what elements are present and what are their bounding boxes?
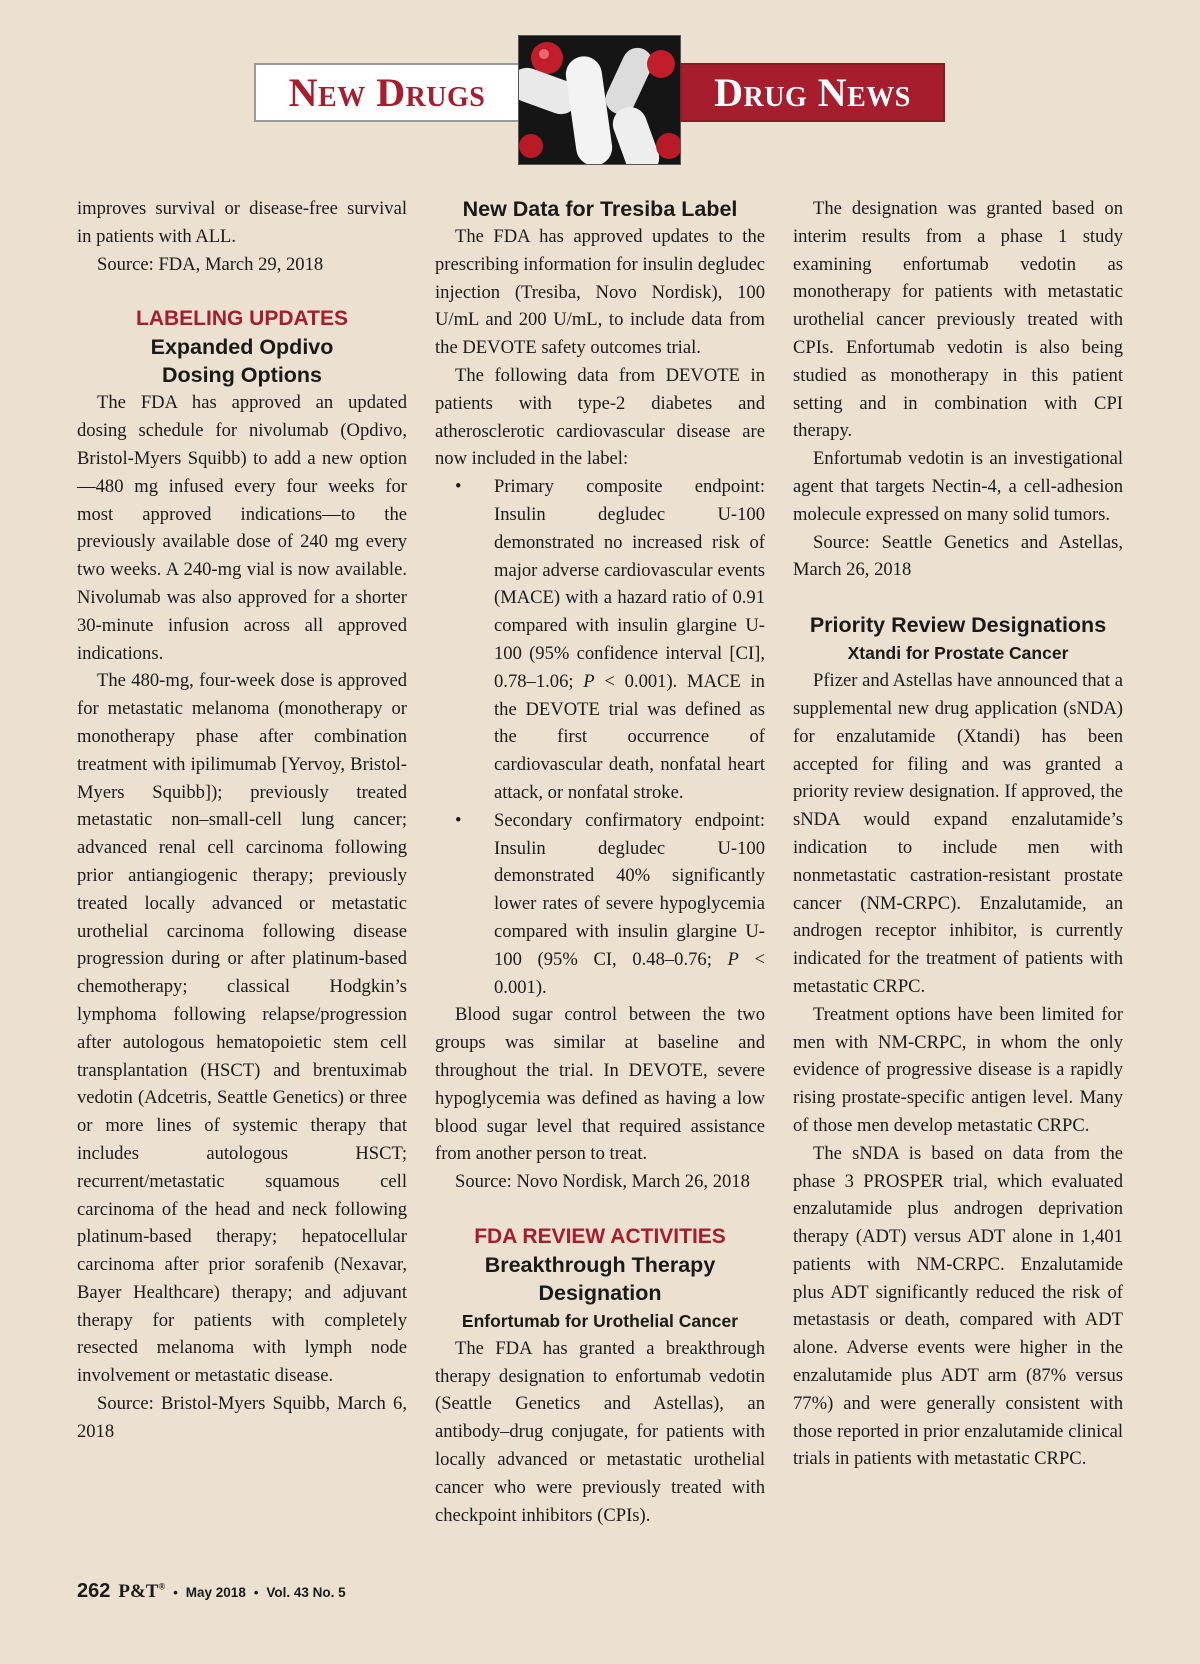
subheading: Expanded Opdivo — [150, 335, 334, 360]
subheading: Dosing Options — [161, 363, 323, 388]
list-item: • Secondary confirmatory endpoint: Insulin degludec U-100 demonstrated 40% significantly lower rates of severe hypoglycemia compared with insulin glargine U-100 (95% CI, 0.48–0.76; P < 0.001). — [435, 807, 765, 1002]
issue-date: May 2018 — [185, 1585, 246, 1600]
source-line: Source: Bristol-Myers Squibb, March 6, 2018 — [77, 1393, 407, 1442]
source-line: Source: Novo Nordisk, March 26, 2018 — [455, 1171, 750, 1193]
section-heading-labeling-updates: LABELING UPDATES — [136, 307, 348, 331]
source-line: Source: Seattle Genetics and Astellas, March 26, 2018 — [793, 531, 1123, 581]
volume-info: Vol. 43 No. 5 — [266, 1585, 346, 1600]
paragraph: The FDA has approved updates to the prescribing information for insulin degludec injection (Tresiba, Novo Nordisk), 100 U/mL and 200 U/mL, to include data from the DEVOTE safety outcomes trial. — [435, 226, 765, 359]
source-line: Source: FDA, March 29, 2018 — [97, 253, 324, 275]
section-heading-fda-review: FDA REVIEW ACTIVITIES — [474, 1224, 726, 1248]
separator: • — [173, 1585, 178, 1600]
paragraph: Blood sugar control between the two groups was similar at baseline and throughout the trial. In DEVOTE, severe hypoglycemia was defined as having a low blood sugar level that required assistance from another person to treat. — [435, 1004, 765, 1165]
paragraph: improves survival or disease-free survival in patients with ALL. — [77, 198, 407, 247]
subheading: Breakthrough Therapy — [484, 1252, 716, 1277]
paragraph: Treatment options have been limited for men with NM-CRPC, in whom the only evidence of progressive disease is a rapidly rising prostate-specific antigen level. Many of those men develop metastatic CRPC. — [793, 1003, 1123, 1136]
paragraph: Enfortumab vedotin is an investigational agent that targets Nectin-4, a cell-adhesion molecule expressed on many solid tumors. — [793, 448, 1123, 525]
list-item: • Primary composite endpoint: Insulin degludec U-100 demonstrated no increased risk of major adverse cardiovascular events (MACE) with a hazard ratio of 0.91 compared with insulin glargine U-100 (95% confidence interval [CI], 0.78–1.06; P < 0.001). MACE in the DEVOTE trial was defined as the first occurrence of cardiovascular death, nonfatal heart attack, or nonfatal stroke. — [435, 473, 765, 807]
bullet-list — [435, 473, 765, 1001]
header-banner — [0, 35, 1200, 165]
new-drugs-title: New Drugs — [254, 63, 520, 122]
pills-photo-icon — [518, 35, 681, 165]
paragraph: The designation was granted based on interim results from a phase 1 study examining enfortumab vedotin as monotherapy for patients with metastatic urothelial cancer previously treated with CPIs. Enfortumab vedotin is also being studied as monotherapy in this patient setting and in combination with CPI therapy. — [793, 198, 1123, 442]
page-number: 262 — [77, 1580, 111, 1602]
drug-news-title: Drug News — [680, 63, 945, 122]
subsubheading: Enfortumab for Urothelial Cancer — [461, 1310, 739, 1331]
paragraph: Pfizer and Astellas have announced that a supplemental new drug application (sNDA) for enzalutamide (Xtandi) has been accepted for filing and was granted a priority review designation. If approved, the sNDA would expand enzalutamide’s indication to include men with nonmetastatic castration-resistant prostate cancer (NM-CRPC). Enzalutamide, an androgen receptor inhibitor, is currently indicated for the treatment of patients with metastatic CRPC. — [793, 670, 1123, 997]
page-footer — [77, 1580, 346, 1610]
column-3 — [793, 195, 1123, 1473]
paragraph: The FDA has granted a breakthrough therapy designation to enfortumab vedotin (Seattle Genetics and Astellas), an antibody–drug conjugate, for patients with locally advanced or metastatic urothelial cancer who were previously treated with checkpoint inhibitors (CPIs). — [435, 1337, 765, 1526]
journal-name: P&T® — [118, 1581, 166, 1602]
paragraph: The sNDA is based on data from the phase 3 PROSPER trial, which evaluated enzalutamide plus androgen deprivation therapy (ADT) versus ADT alone in 1,401 patients with NM-CRPC. Enzalutamide plus ADT significantly reduced the risk of metastasis or death, compared with ADT alone. Adverse events were higher in the enzalutamide plus ADT arm (87% versus 77%) and were generally consistent with those reported in prior enzalutamide clinical trials in patients with metastatic CRPC. — [793, 1142, 1123, 1470]
paragraph: The FDA has approved an updated dosing schedule for nivolumab (Opdivo, Bristol-Myers Squibb) to add a new option—480 mg infused every four weeks for most approved indications—to the previously available dose of 240 mg every two weeks. A 240-mg vial is now available. Nivolumab was also approved for a shorter 30-minute infusion across all approved indications. — [77, 392, 407, 664]
column-1 — [77, 195, 407, 1446]
paragraph: The 480-mg, four-week dose is approved for metastatic melanoma (monotherapy or monotherapy phase after combination treatment with ipilimumab [Yervoy, Bristol-Myers Squibb]); previously treated metastatic non–small-cell lung cancer; advanced renal cell carcinoma following prior antiangiogenic therapy; previously treated locally advanced or metastatic urothelial carcinoma following disease progression during or after platinum-based chemotherapy; classical Hodgkin’s lymphoma following relapse/progression after autologous hematopoietic stem cell transplantation (HSCT) and brentuximab vedotin (Adcetris, Seattle Genetics) or three or more lines of systemic therapy that includes autologous HSCT; recurrent/metastatic squamous cell carcinoma of the head and neck following platinum-based therapy; hepatocellular carcinoma after prior sorafenib (Nexavar, Bayer Healthcare) therapy; and adjuvant therapy for patients with completely resected melanoma with lymph node involvement or metastatic disease. — [77, 670, 407, 1387]
pills-illustration — [519, 36, 681, 165]
column-2 — [435, 195, 765, 1529]
heading-tresiba: New Data for Tresiba Label — [462, 197, 738, 221]
subheading: Designation — [538, 1280, 662, 1305]
paragraph: The following data from DEVOTE in patients with type-2 diabetes and atherosclerotic cardiovascular disease are now included in the label: — [435, 364, 765, 470]
subsubheading: Xtandi for Prostate Cancer — [847, 643, 1069, 664]
separator: • — [253, 1585, 259, 1600]
heading-priority-review: Priority Review Designations — [809, 613, 1107, 638]
